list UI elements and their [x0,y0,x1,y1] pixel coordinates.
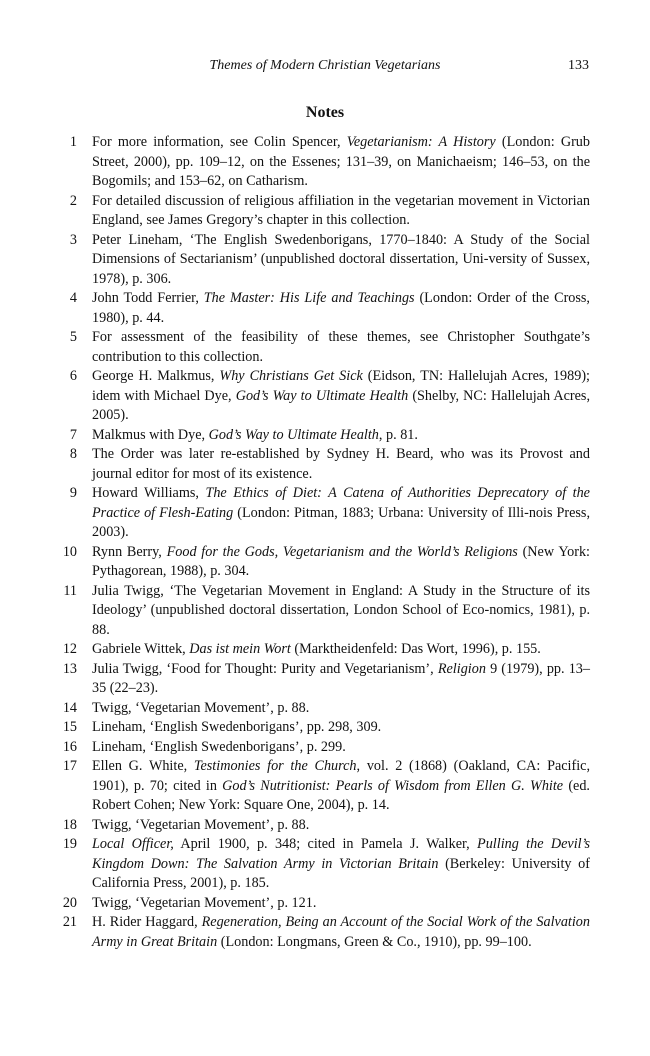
note-number-label: 20 [62,894,77,911]
note-text-segment: April 1900, p. 348; cited in Pamela J. Walker, [173,836,478,852]
note-text-segment: Ellen G. White, [92,758,194,774]
note-title-italic: God’s Nutritionist: Pearls of Wisdom from Ellen G. White [222,777,564,794]
note-text [92,582,590,641]
note-text [92,699,590,719]
note-title-italic: Religion [437,660,486,677]
note-item [53,816,590,836]
note-number [53,718,92,738]
note-item [53,543,590,582]
note-item [53,913,590,952]
note-text-segment: Gabriele Wittek, [92,641,190,657]
note-title-italic: Testimonies for the Church [193,758,357,774]
note-item [53,660,590,699]
note-text-segment: George H. Malkmus, [92,368,220,384]
note-item [53,835,590,894]
note-number [53,426,92,446]
note-number-label: 12 [62,641,77,657]
note-text-segment: (London: Order of the Cross, 1980), p. 44. [92,290,590,326]
note-number [53,289,92,328]
note-text [92,484,590,543]
note-number-label: 7 [69,426,77,443]
note-text-segment: , p. 81. [378,426,418,443]
note-number-label: 2 [69,192,77,209]
note-number-label: 18 [62,816,77,833]
note-text [92,367,590,426]
note-text [92,426,590,446]
note-item [53,328,590,367]
running-head [0,58,650,78]
note-title-italic: God’s Way to Ultimate Health [208,426,379,443]
note-number-label: 3 [69,231,77,248]
note-number-label: 9 [69,485,77,501]
note-text-segment: Julia Twigg, ‘The Vegetarian Movement in England: A Study in the Structure of its Ideology’ (unpublished doctoral dissertation, London School of Eco-nomics, 1981), p. 88. [92,582,590,638]
note-text [92,133,590,192]
note-text-segment: (Eidson, TN: Hallelujah Acres, 1989); idem with Michael Dye, [92,368,590,404]
note-text [92,328,590,367]
note-text [92,543,590,582]
note-number [53,445,92,484]
note-text-segment: Twigg, ‘Vegetarian Movement’, p. 88. [92,816,310,833]
note-text [92,660,590,699]
note-text-segment: (Marktheidenfeld: Das Wort, 1996), p. 155. [290,641,541,657]
note-number [53,367,92,426]
note-text-segment: 9 (1979), pp. 13–35 (22–23). [92,660,590,696]
running-title: Themes of Modern Christian Vegetarians [209,58,441,73]
note-number [53,328,92,367]
note-number [53,484,92,543]
note-text-segment: For more information, see Colin Spencer, [92,134,347,150]
note-number-label: 5 [69,329,77,345]
note-title-italic: Why Christians Get Sick [219,368,363,384]
note-title-italic: Local Officer, [92,836,174,852]
note-item [53,582,590,641]
note-title-italic: Das ist mein Wort [189,641,291,657]
note-number [53,133,92,192]
note-text-segment: (London: Longmans, Green & Co., 1910), pp. 99–100. [217,933,532,950]
note-number [53,757,92,816]
notes-heading: Notes [305,104,345,121]
note-text [92,718,590,738]
note-text-segment: Malkmus with Dye, [92,426,209,443]
note-title-italic: God’s Way to Ultimate Health [235,387,409,404]
note-item [53,445,590,484]
note-number-label: 17 [62,758,77,774]
note-number-label: 21 [62,914,77,930]
note-number-label: 1 [69,134,77,150]
page-number: 133 [568,58,589,73]
note-text-segment: H. Rider Haggard, [92,914,202,930]
note-number-label: 11 [63,582,77,599]
note-text-segment: Lineham, ‘English Swedenborigans’, pp. 298, 309. [92,719,382,735]
note-text [92,640,590,660]
note-number-label: 6 [69,368,77,384]
note-title-italic: Regeneration, Being an Account of the Social Work of the Salvation Army in Great Britain [92,914,590,950]
note-number [53,699,92,719]
note-text [92,231,590,290]
note-text-segment: Howard Williams, [92,485,206,501]
note-title-italic: Pulling the Devil’s Kingdom Down: The Salvation Army in Victorian Britain [92,836,590,872]
note-item [53,738,590,758]
note-text [92,757,590,816]
note-number [53,894,92,914]
note-item [53,426,590,446]
note-text-segment: , vol. 2 (1868) (Oakland, CA: Pacific, 1901), p. 70; cited in [92,758,590,794]
note-text-segment: (New York: Pythagorean, 1988), p. 304. [92,543,590,579]
note-number-label: 10 [62,543,77,560]
note-number-label: 19 [62,836,77,852]
note-text-segment: The Order was later re-established by Sydney H. Beard, who was its Provost and journal editor for most of its existence. [92,446,590,482]
note-text [92,192,590,231]
note-text [92,289,590,328]
note-text-segment: (ed. Robert Cohen; New York: Square One, 2004), p. 14. [92,777,590,813]
note-text [92,835,590,894]
note-item [53,718,590,738]
note-text [92,913,590,952]
note-item [53,289,590,328]
note-text-segment: For detailed discussion of religious affiliation in the vegetarian movement in Victorian England, see James Gregory’s chapter in this collection. [92,192,590,228]
note-title-italic: The Master: His Life and Teachings [203,290,415,306]
note-item [53,367,590,426]
note-number [53,660,92,699]
note-text-segment: Lineham, ‘English Swedenborigans’, p. 299. [92,738,346,755]
note-text-segment: (London: Grub Street, 2000), pp. 109–12, on the Essenes; 131–39, on Manichaeism; 146–53, on the Bogomils; and 153–62, on Catharism. [92,134,590,189]
note-number [53,816,92,836]
note-title-italic: The Ethics of Diet: A Catena of Authorities Deprecatory of the Practice of Flesh-Eating [92,485,590,521]
note-text-segment: (Shelby, NC: Hallelujah Acres, 2005). [92,387,590,423]
note-item [53,699,590,719]
note-title-italic: Vegetarianism: A History [346,134,496,150]
note-title-italic: Food for the Gods, Vegetarianism and the World’s Religions [166,543,518,560]
note-number [53,835,92,894]
note-text-segment: Twigg, ‘Vegetarian Movement’, p. 88. [92,699,310,716]
note-number-label: 8 [69,446,77,462]
note-item [53,484,590,543]
note-number [53,231,92,290]
note-text-segment: (London: Pitman, 1883; Urbana: University of Illi-nois Press, 2003). [92,504,591,540]
note-text-segment: For assessment of the feasibility of these themes, see Christopher Southgate’s contribution to this collection. [92,329,590,365]
note-text-segment: Rynn Berry, [92,543,167,560]
note-text [92,894,590,914]
note-number-label: 16 [62,738,77,755]
note-item [53,133,590,192]
note-text-segment: (Berkeley: University of California Press, 2001), p. 185. [92,855,591,891]
note-item [53,192,590,231]
note-number [53,192,92,231]
note-text-segment: Peter Lineham, ‘The English Swedenborigans, 1770–1840: A Study of the Social Dimensions of Sectarianism’ (unpublished doctoral dissertation, Uni-versity of Sussex, 1978), p. 306. [92,231,590,287]
notes-list [53,133,590,952]
note-item [53,640,590,660]
note-text-segment: Julia Twigg, ‘Food for Thought: Purity and Vegetarianism’, [92,660,438,677]
note-text [92,445,590,484]
note-text [92,816,590,836]
note-number-label: 15 [62,719,77,735]
note-number [53,582,92,641]
note-number [53,640,92,660]
note-item [53,757,590,816]
note-text-segment: John Todd Ferrier, [92,290,204,306]
note-number-label: 14 [62,699,77,716]
note-text [92,738,590,758]
note-number-label: 4 [69,290,77,306]
note-item [53,894,590,914]
note-number [53,913,92,952]
note-text-segment: Twigg, ‘Vegetarian Movement’, p. 121. [92,894,317,911]
note-item [53,231,590,290]
note-number-label: 13 [62,660,77,677]
note-number [53,543,92,582]
note-number [53,738,92,758]
